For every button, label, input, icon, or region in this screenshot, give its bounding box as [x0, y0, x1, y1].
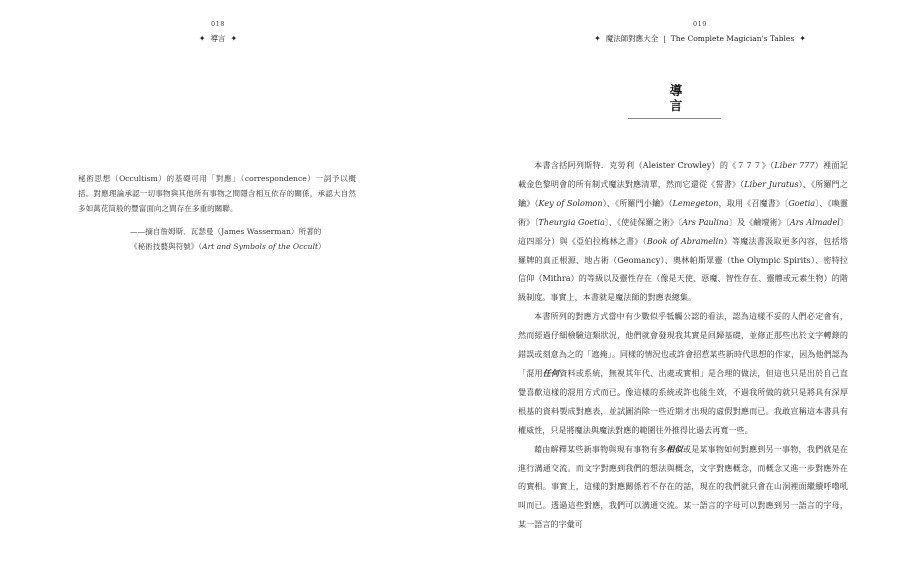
left-running-head — [168, 20, 268, 44]
title-divider — [628, 118, 721, 119]
left-page-number: 018 — [211, 20, 225, 28]
left-running-head-text: 導言 — [210, 34, 226, 43]
right-running-head — [590, 20, 810, 44]
sparkle-icon: ✦ — [198, 34, 206, 43]
epigraph-attribution — [78, 224, 356, 254]
paragraph-3: 藉由解釋某些新事物與現有事物有多相似或是某事物如何對應到另一事物，我們就是在進行溝通交流。而文字對應到我們的想法與概念，文字對應概念，而概念又進一步對應外在的實相。事實上，這樣的對應關係若不存在的話，現在的我們就只會在山洞裡面繼續呼嚕吼叫而已。透過這些對應，我們可以溝通交流。某一語言的字母可以對應到另一語言的字母，某一語言的字彙可 — [518, 443, 848, 530]
book-title-cn: 魔法師對應大全 — [605, 34, 659, 43]
epigraph-quote: 秘術思想（Occultism）的基礎可用「對應」（correspondence）一詞予以概括。對應理論承認一切事物與其他所有事物之間隱含相互依存的關係，承認大自然多如萬花筒般的豐富面向之間存在多重的關聯。 — [78, 174, 356, 214]
body-text — [518, 156, 848, 534]
separator: | — [663, 34, 666, 43]
paragraph-1: 本書含括阿列斯特．克勞利（Aleister Crowley）的《７７７》（Liber 777）裡面記載金色黎明會的所有制式魔法對應清單，然而它還從《誓書》（Liber Juratus）、《所羅門之鑰》（Key of Solomon）、《所羅門小鑰》（Lemegeton，取用《召魔書》〔Goetia〕、《喚靈術》〔Theurgia Goetia〕、《使徒保羅之術》〔Ars Paulina〕及《鹼壇術》〔Ars Almadel〕這四部分）與《亞伯拉梅林之書》（Book of Abramelin）等魔法書汲取更多內容，包括塔羅牌的真正根源、地占術（Geomancy）、奧林帕斯眾靈（the Olympic Spirits）、密特拉信仰（Mithra）的等級以及靈性存在（像是天使、惡魔、智性存在、靈體或元素生物）的階級制度。事實上，本書就是魔法師的對應表總集。 — [518, 160, 849, 303]
chapter-title: 導言 — [669, 83, 683, 113]
right-page — [450, 0, 900, 574]
paragraph-2: 本書所列的對應方式當中有少數似乎牴觸公認的看法，認為這樣不妥的人們必定會有，然而經過仔細檢驗這類狀況，他們就會發現我其實是回歸基礎，並修正那些出於文字轉錄的錯誤或刻意為之的「遮掩」。同樣的情況也或許會招惹某些新時代思想的作家，因為他們認為「混用任何資料或系統，無視其年代、出處或實相」是合理的做法，但這也只是出於自己直覺喜歡這樣的混用方式而已。像這樣的系統或許也能生效，不過我所做的就只是將具有深厚根基的資料製成對應表，並試圖消除一些近期才出現的虛假對應而已。我敢宣稱這本書具有權威性，只是將魔法與魔法對應的範圍往外推得比過去再寬一些。 — [518, 311, 848, 435]
attribution-author: ——摘自詹姆斯．瓦瑟曼（James Wasserman）所著的 — [130, 227, 322, 236]
sparkle-icon: ✦ — [799, 34, 806, 43]
sparkle-icon: ✦ — [230, 34, 238, 43]
right-page-number: 019 — [693, 20, 707, 28]
attribution-source: 《秘術技藝與符號》（Art and Symbols of the Occult） — [130, 242, 326, 252]
sparkle-icon: ✦ — [594, 34, 601, 43]
book-title-en: The Complete Magician's Tables — [670, 34, 795, 43]
